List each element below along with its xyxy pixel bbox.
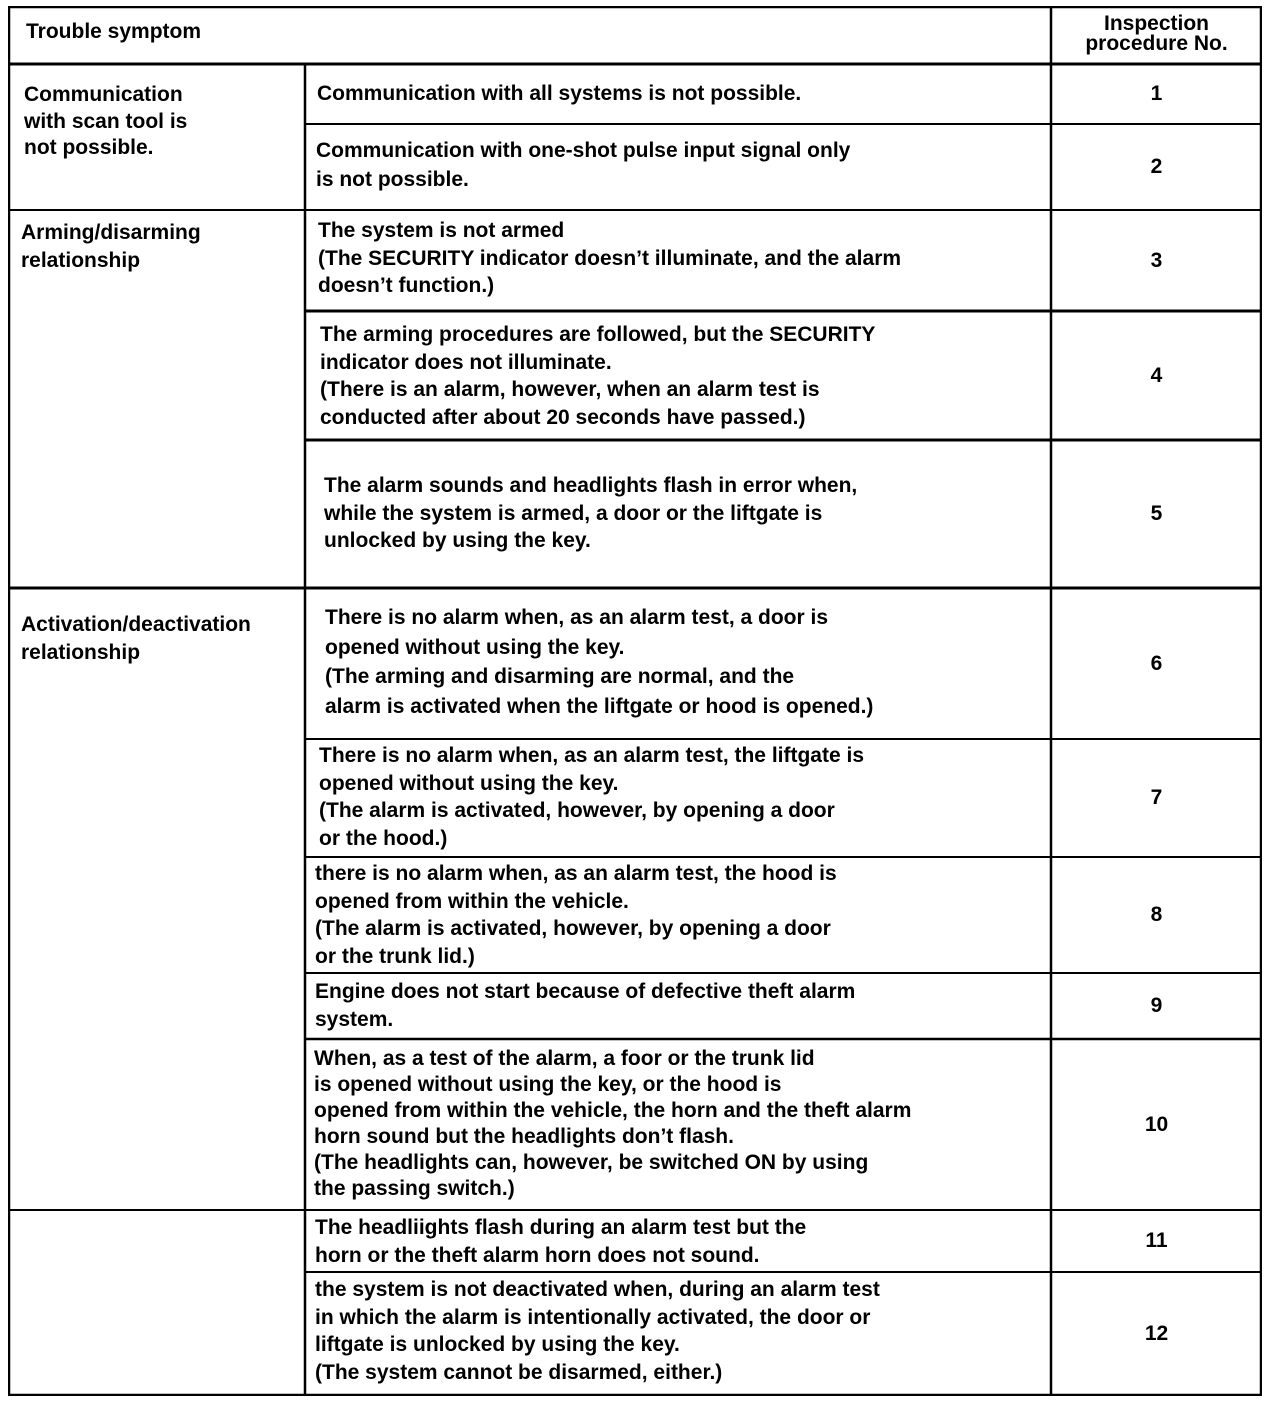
symptom-row-5: The alarm sounds and headlights flash in error when, while the system is armed, a door or the liftgate is unlocked by using the key.: [324, 474, 858, 552]
symptom-row-6: There is no alarm when, as an alarm test, a door is opened without using the key. (The arming and disarming are normal, and the alarm is activated when the liftgate or hood is opened.): [325, 606, 874, 718]
procedure-no-5: 5: [1150, 502, 1163, 526]
category-communication: Communication with scan tool is not possible.: [24, 83, 188, 159]
procedure-no-2: 2: [1150, 155, 1163, 179]
symptom-row-3: The system is not armed (The SECURITY indicator doesn’t illuminate, and the alarm doesn’t function.): [318, 219, 902, 297]
procedure-no-1: 1: [1150, 82, 1163, 106]
category-activation-deactivation: Activation/deactivation relationship: [21, 613, 251, 664]
symptom-row-10: When, as a test of the alarm, a foor or the trunk lid is opened without using the key, or the hood is opened from within the vehicle, the horn and the theft alarm horn sound but the headlights don’t flash. (The headlights can, however, be switched ON by using the passing switch.): [314, 1047, 912, 1200]
symptom-row-9: Engine does not start because of defective theft alarm system.: [315, 980, 856, 1031]
symptom-row-11: The headliights flash during an alarm test but the horn or the theft alarm horn does not sound.: [315, 1216, 807, 1267]
symptom-row-8: there is no alarm when, as an alarm test, the hood is opened from within the vehicle. (The alarm is activated, however, by opening a door or the trunk lid.): [315, 862, 837, 968]
symptom-row-7: There is no alarm when, as an alarm test, the liftgate is opened without using the key. (The alarm is activated, however, by opening a door or the hood.): [319, 744, 865, 850]
procedure-no-8: 8: [1150, 903, 1163, 927]
procedure-no-6: 6: [1150, 651, 1163, 675]
symptom-row-1: Communication with all systems is not possible.: [317, 82, 802, 105]
trouble-symptom-table: [8, 6, 1262, 1396]
procedure-no-9: 9: [1150, 994, 1163, 1018]
header-inspection-procedure-no: Inspection procedure No.: [1085, 12, 1228, 55]
procedure-no-4: 4: [1150, 363, 1163, 387]
procedure-no-3: 3: [1150, 248, 1163, 272]
procedure-no-11: 11: [1145, 1229, 1168, 1253]
header-trouble-symptom: Trouble symptom: [26, 20, 202, 43]
symptom-row-2: Communication with one-shot pulse input signal only is not possible.: [316, 139, 851, 191]
category-arming-disarming: Arming/disarming relationship: [21, 221, 201, 272]
procedure-no-12: 12: [1144, 1322, 1169, 1346]
symptom-row-12: the system is not deactivated when, during an alarm test in which the alarm is intentionally activated, the door or liftgate is unlocked by using the key. (The system cannot be disarmed, either.): [315, 1278, 880, 1384]
symptom-row-4: The arming procedures are followed, but the SECURITY indicator does not illuminate. (There is an alarm, however, when an alarm test is conducted after about 20 seconds have passed.): [320, 323, 876, 429]
procedure-no-7: 7: [1150, 786, 1163, 810]
procedure-no-10: 10: [1144, 1112, 1169, 1136]
